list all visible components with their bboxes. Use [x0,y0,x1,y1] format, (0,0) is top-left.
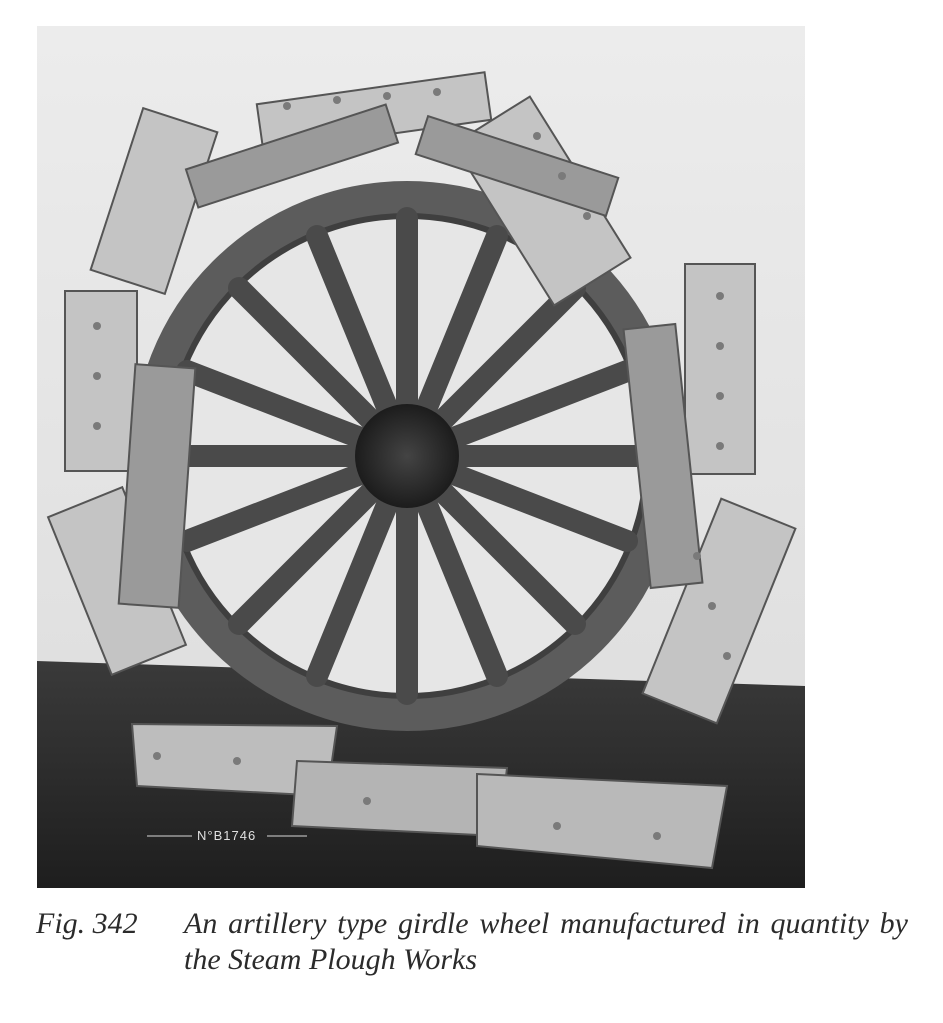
wheel-hub [355,404,459,508]
photograph-girdle-wheel [37,26,805,888]
figure-label: Fig. 342 [36,907,138,940]
caption-text: An artillery type girdle wheel manufactured in quantity by the Steam Plough Works [184,907,908,976]
girdle-wheel-illustration [37,26,805,888]
plate-marking: N°B1746 [197,828,257,843]
figure-caption [36,906,908,978]
